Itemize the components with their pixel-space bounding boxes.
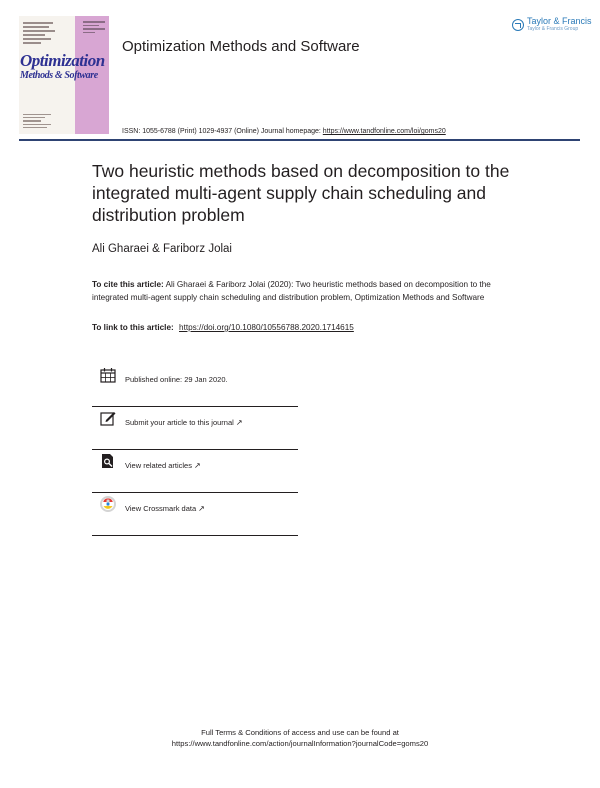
crossmark-link[interactable] <box>125 504 205 513</box>
publisher-subtitle: Taylor & Francis Group <box>527 26 579 32</box>
doi-link[interactable]: https://doi.org/10.1080/10556788.2020.1714615 <box>179 323 354 332</box>
issn-line <box>122 128 446 135</box>
related-articles-label: View related articles <box>125 461 192 470</box>
article-link-label: To link to this article: <box>92 323 174 332</box>
crossmark-row[interactable] <box>92 493 298 536</box>
document-search-icon <box>100 453 116 469</box>
cover-volume-lines <box>83 21 105 41</box>
edit-icon <box>100 410 116 426</box>
publisher-wordmark <box>527 17 592 32</box>
citation-label: To cite this article: <box>92 280 164 289</box>
article-link-line <box>92 323 354 332</box>
footer-line1: Full Terms & Conditions of access and use can be found at <box>201 728 399 737</box>
terms-footer <box>0 727 600 749</box>
cover-footer-lines <box>23 112 51 128</box>
journal-cover[interactable] <box>19 16 109 134</box>
publisher-logo[interactable] <box>512 17 592 32</box>
related-articles-row[interactable] <box>92 450 298 493</box>
cover-title-line1: Optimization <box>20 51 105 70</box>
article-authors: Ali Gharaei & Fariborz Jolai <box>92 243 232 255</box>
crossmark-label: View Crossmark data <box>125 504 197 513</box>
related-articles-link[interactable] <box>125 461 201 470</box>
calendar-icon <box>100 367 116 383</box>
article-info-list <box>92 364 298 536</box>
journal-homepage-link[interactable]: https://www.tandfonline.com/loi/goms20 <box>322 128 446 135</box>
publisher-logo-icon <box>512 19 524 31</box>
header-divider <box>19 139 580 141</box>
external-link-icon: ↗ <box>198 504 205 513</box>
cover-title-line2: Methods & Software <box>20 70 98 81</box>
issn-text: ISSN: 1055-6788 (Print) 1029-4937 (Online) Journal homepage: <box>122 128 323 135</box>
published-online-text: Published online: 29 Jan 2020. <box>125 375 228 384</box>
citation-block <box>92 279 522 304</box>
journal-name: Optimization Methods and Software <box>122 38 360 55</box>
crossmark-icon <box>100 496 116 512</box>
cover-title <box>20 52 108 81</box>
submit-article-row[interactable] <box>92 407 298 450</box>
external-link-icon: ↗ <box>193 461 201 470</box>
submit-article-label: Submit your article to this journal <box>125 418 234 427</box>
external-link-icon: ↗ <box>235 418 243 427</box>
citation-text: Ali Gharaei & Fariborz Jolai (2020): Two heuristic methods based on decomposition to the integrated multi-agent supply chain scheduling and distribution problem, Optimization Methods and Software <box>92 280 491 302</box>
footer-terms-link[interactable]: https://www.tandfonline.com/action/journalInformation?journalCode=goms20 <box>171 739 429 748</box>
article-title: Two heuristic methods based on decomposition to the integrated multi-agent supply chain scheduling and distribution problem <box>92 161 510 225</box>
published-online-row <box>92 364 298 407</box>
submit-article-link[interactable] <box>125 418 243 427</box>
publisher-name: Taylor & Francis <box>527 16 592 26</box>
